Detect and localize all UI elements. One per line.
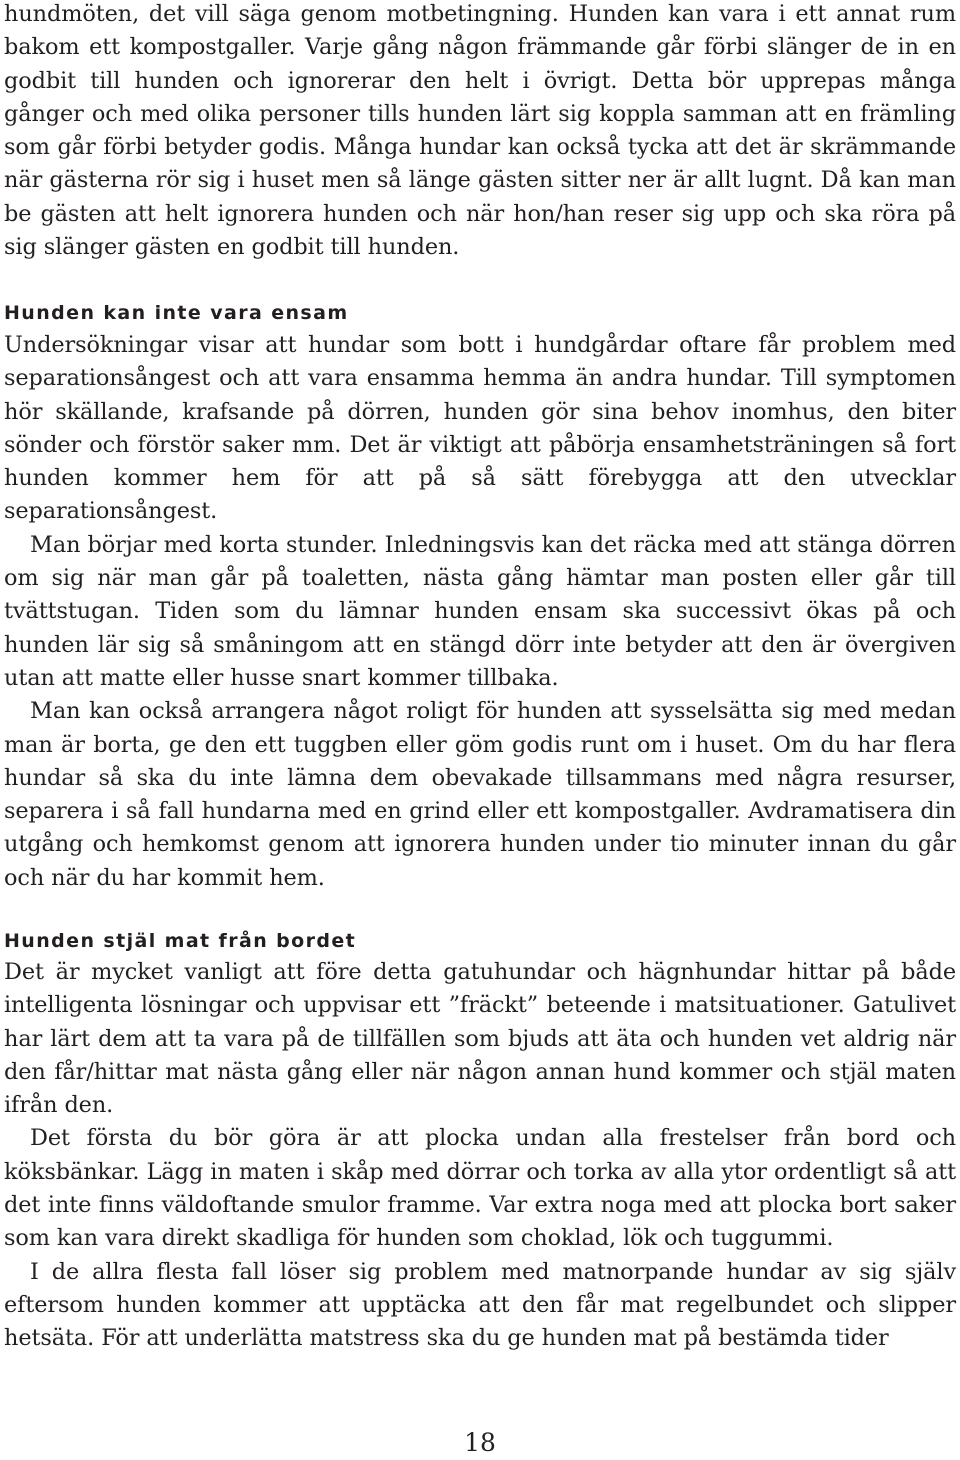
paragraph: I de allra flesta fall löser sig problem med matnorpande hundar av sig själv eftersom hunden kommer att upptäcka att den får mat regelbundet och slipper hetsäta. För att underlätta matstress ska du ge hunden mat på bestämda tider: [4, 1258, 956, 1352]
paragraph: Man kan också arrangera något roligt för hunden att sysselsätta sig med medan man är borta, ge den ett tuggben eller göm godis runt om i huset. Om du har flera hundar så ska du inte lämna dem obevakade tillsammans med några resurser, separera i så fall hundarna med en grind eller ett kompostgaller. Avdramatisera din utgång och hemkomst genom att ignorera hunden under tio minuter innan du går och när du har kommit hem.: [4, 698, 956, 891]
section-heading-food: Hunden stjäl mat från bordet: [4, 930, 357, 952]
paragraph: Undersökningar visar att hundar som bott i hundgårdar oftare får problem med separationsångest och att vara ensamma hemma än andra hundar. Till symptomen hör skällande, krafsande på dörren, hunden gör sina behov inomhus, den biter sönder och förstör saker mm. Det är viktigt att påbörja ensamhetsträningen så fort hunden kommer hem för att på så sätt förebygga att den utvecklar separationsångest.: [4, 332, 956, 525]
page-number: 18: [464, 1428, 496, 1457]
section-food-body: [4, 956, 956, 1356]
intro-paragraph: hundmöten, det vill säga genom motbetingning. Hunden kan vara i ett annat rum bakom ett kompostgaller. Varje gång någon främmande går förbi slänger de in en godbit till hunden och ignorerar den helt i övrigt. Detta bör upprepas många gånger och med olika personer tills hunden lärt sig koppla samman att en främling som går förbi betyder godis. Många hundar kan också tycka att det är skrämmande när gästerna rör sig i huset men så länge gästen sitter ner är allt lugnt. Då kan man be gästen att helt ignorera hunden och när hon/han reser sig upp och ska röra på sig slänger gästen en godbit till hunden.: [4, 1, 956, 261]
section-alone-body: [4, 329, 956, 895]
paragraph: Det är mycket vanligt att före detta gatuhundar och hägnhundar hittar på både intelligenta lösningar och uppvisar ett ”fräckt” beteende i matsituationer. Gatulivet har lärt dem att ta vara på de tillfällen som bjuds att äta och hunden vet aldrig när den får/hittar mat nästa gång eller när någon annan hund kommer och stjäl maten ifrån den.: [4, 959, 956, 1119]
paragraph: Det första du bör göra är att plocka undan alla frestelser från bord och köksbänkar. Lägg in maten i skåp med dörrar och torka av alla ytor ordentligt så att det inte finns väldoftande smulor framme. Var extra noga med att plocka bort saker som kan vara direkt skadliga för hunden som choklad, lök och tuggummi.: [4, 1125, 956, 1252]
paragraph: Man börjar med korta stunder. Inledningsvis kan det räcka med att stänga dörren om sig när man går på toaletten, nästa gång hämtar man posten eller går till tvättstugan. Tiden som du lämnar hunden ensam ska successivt ökas på och hunden lär sig så småningom att en stängd dörr inte betyder att den är övergiven utan att matte eller husse snart kommer tillbaka.: [4, 531, 956, 691]
section-heading-alone: Hunden kan inte vara ensam: [4, 302, 349, 324]
